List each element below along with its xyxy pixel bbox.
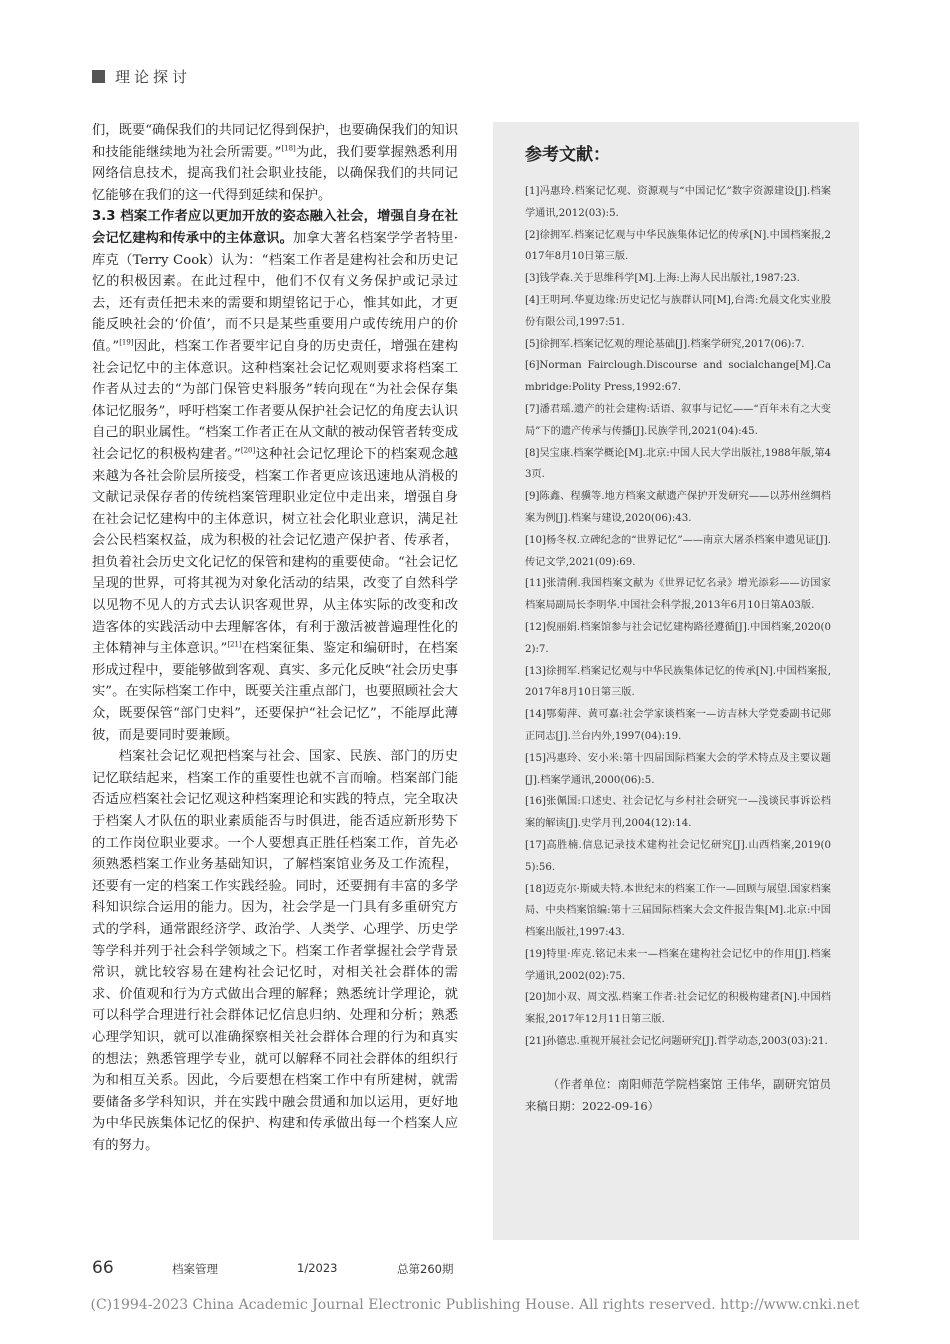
section-title: 理论探讨 <box>115 67 192 86</box>
citation-20: [20] <box>240 446 256 455</box>
reference-item: [7]潘君瑶.遗产的社会建构:话语、叙事与记忆——“百年未有之大变局”下的遗产传承与传播[J].民族学刊,2021(04):45. <box>525 403 831 437</box>
reference-item: [20]加小双、周文泓.档案工作者:社会记忆的积极构建者[N].中国档案报,2017年12月11日第三版. <box>525 992 831 1026</box>
article-body <box>92 120 458 1157</box>
reference-item: [3]钱学森.关于思维科学[M].上海:上海人民出版社,1987:23. <box>525 273 800 285</box>
reference-item: [8]吴宝康.档案学概论[M].北京:中国人民大学出版社,1988年版,第43页. <box>525 447 831 481</box>
author-note: （作者单位：南阳师范学院档案馆 王伟华，副研究馆员 来稿日期：2022-09-16） <box>525 1076 831 1113</box>
reference-item: [4]王明珂.华夏边缘:历史记忆与族群认同[M],台湾:允晨文化实业股份有限公司,1997:51. <box>525 294 831 328</box>
reference-item: [5]徐拥军.档案记忆观的理论基础[J].档案学研究,2017(06):7. <box>525 338 805 350</box>
reference-item: [6]Norman Fairclough.Discourse and socialchange[M].Cambridge:Polity Press,1992:67. <box>525 360 831 394</box>
citation-21: [21] <box>227 640 242 649</box>
reference-item: [9]陈鑫、程骥等.地方档案文献遗产保护开发研究——以苏州丝绸档案为例[J].档案与建设,2020(06):43. <box>525 491 831 524</box>
reference-item: [10]杨冬权.立碑纪念的“世界记忆”——南京大屠杀档案申遗见证[J].传记文学,2021(09):69. <box>525 534 831 568</box>
reference-item: [1]冯惠玲.档案记忆观、资源观与“中国记忆”数字资源建设[J].档案学通讯,2012(03):5. <box>525 186 831 219</box>
reference-item: [2]徐拥军.档案记忆观与中华民族集体记忆的传承[N].中国档案报,2017年8月10日第三版. <box>525 229 831 263</box>
reference-item: [12]倪丽娟.档案馆参与社会记忆建构路径遵循[J].中国档案,2020(02):7. <box>525 621 831 655</box>
reference-item: [11]张清俐.我国档案文献为《世界记忆名录》增光添彩——访国家档案局副局长李明华.中国社会科学报,2013年6月10日第A03版. <box>525 578 831 612</box>
issue-number: 1/2023 <box>297 1261 338 1275</box>
references-title: 参考文献： <box>525 145 610 165</box>
reference-item: [14]鄂菊萍、黄可嘉:社会学家谈档案一—访吉林大学党委副书记郧正同志[J].兰台内外,1997(04):19. <box>525 709 831 742</box>
section-heading-3-3: 3.3 档案工作者应以更加开放的姿态融入社会，增强自身在社会记忆建构和传承中的主体意识。 <box>92 209 458 246</box>
reference-item: [18]迈克尔·斯威夫特.本世纪末的档案工作一—回顾与展望.国家档案局、中央档案馆编:第十三届国际档案大会文件报告集[M].北京:中国档案出版社,1997:43. <box>525 883 831 939</box>
reference-item: [13]徐拥军.档案记忆观与中华民族集体记忆的传承[N].中国档案报,2017年8月10日第三版. <box>525 665 831 699</box>
journal-name: 档案管理 <box>172 1262 218 1276</box>
reference-item: [19]特里·库克.铭记未来一—档案在建构社会记忆中的作用[J].档案学通讯,2002(02):75. <box>525 948 831 982</box>
running-header <box>92 64 191 88</box>
references-box <box>493 122 859 1240</box>
paragraph-conclusion: 档案社会记忆观把档案与社会、国家、民族、部门的历史记忆联结起来，档案工作的重要性也就不言而喻。档案部门能否适应档案社会记忆观这种档案理论和实践的特点，完全取决于档案人才队伍的职业素质能否与时俱进，能否适应新形势下的工作岗位职业要求。一个人要想真正胜任档案工作，首先必须熟悉档案工作业务基础知识，了解档案馆业务及工作流程，还要有一定的档案工作实践经验。同时，还要拥有丰富的多学科知识综合运用的能力。因为，社会学是一门具有多重研究方式的学科，通常跟经济学、政治学、人类学、心理学、历史学等学科并列于社会科学领域之下。档案工作者掌握社会学背景常识，就比较容易在建构社会记忆时，对相关社会群体的需求、价值观和行为方式做出合理的解释；熟悉统计学理论，就可以科学合理进行社会群体记忆信息归纳、处理和分析；熟悉心理学知识，就可以准确探察相关社会群体合理的行为和真实的想法；熟悉管理学专业，就可以解释不同社会群体的组织行为和相互关系。因此，今后要想在档案工作中有所建树，就需要储备多学科知识，并在实践中融会贯通和加以运用，更好地为中华民族集体记忆的保护、构建和传承做出每一个档案人应有的努力。 <box>92 749 458 1153</box>
total-issue: 总第260期 <box>397 1262 454 1276</box>
reference-item: [21]孙德忠.重视开展社会记忆问题研究[J].哲学动态,2003(03):21. <box>525 1036 828 1048</box>
paragraph-continuation: 们，既要“确保我们的共同记忆得到保护，也要确保我们的知识和技能能继续地为社会所需要。”[18]为此，我们要掌握熟悉利用网络信息技术，提高我们社会职业技能，以确保我们的共同记忆能够在我们的这一代得到延续和保护。 <box>92 123 458 203</box>
reference-item: [15]冯惠玲、安小米:第十四届国际档案大会的学术特点及主要议题[J].档案学通讯,2000(06):5. <box>525 752 831 786</box>
reference-item: [17]高胜楠.信息记录技术建构社会记忆研究[J].山西档案,2019(05):56. <box>525 839 831 873</box>
page-footer <box>92 1258 492 1280</box>
section-3-3-paragraph: 3.3 档案工作者应以更加开放的姿态融入社会，增强自身在社会记忆建构和传承中的主体意识。加拿大著名档案学学者特里·库克（Terry Cook）认为：“档案工作者是建构社会和历史记忆的积极因素。在此过程中，他们不仅有义务保护或记录过去，还有责任把未来的需要和期望铭记于心，惟其如此，才更能反映社会的‘价值’，而不只是某些重要用户或传统用户的价值。”[19]因此，档案工作者要牢记自身的历史责任，增强在建构社会记忆中的主体意识。这种档案社会记忆观则要求将档案工作者从过去的“为部门保管史料服务”转向现在“为社会保存集体记忆服务”，呼吁档案工作者要从保护社会记忆的角度去认识自己的职业属性。“档案工作者正在从文献的被动保管者转变成社会记忆的积极构建者。”[20]这种社会记忆理论下的档案观念越来越为各社会阶层所接受，档案工作者更应该迅速地从消极的文献记录保存者的传统档案管理职业定位中走出来，增强自身在社会记忆建构中的主体意识，树立社会化职业意识，满足社会公民档案权益，成为积极的社会记忆遗产保护者、传承者，担负着社会历史文化记忆的保管和建构的重要使命。“社会记忆呈现的世界，可将其视为对象化活动的结果，改变了自然科学以见物不见人的方式去认识客观世界，从主体实际的改变和改造客体的实践活动中去理解客体，有利于激活被普遍理性化的主体精神与主体意识。”[21]在档案征集、鉴定和编研时，在档案形成过程中，要能够做到客观、真实、多元化反映“社会历史事实”。在实际档案工作中，既要关注重点部门，也要照顾社会大众，既要保管“部门史料”，还要保护“社会记忆”，不能厚此薄彼，而是要同时要兼顾。 <box>92 209 459 743</box>
reference-item: [16]张佩国:口述史、社会记忆与乡村社会研究一—浅谈民事诉讼档案的解读[J].史学月刊,2004(12):14. <box>525 796 831 830</box>
references-list <box>525 181 831 1053</box>
header-square-icon <box>92 70 105 83</box>
citation-18: [18] <box>281 144 296 153</box>
copyright-watermark: (C)1994-2023 China Academic Journal Electronic Publishing House. All rights reserved. http://www.cnki.net <box>90 1297 860 1313</box>
citation-19: [19] <box>119 338 134 347</box>
page-number: 66 <box>92 1258 114 1278</box>
